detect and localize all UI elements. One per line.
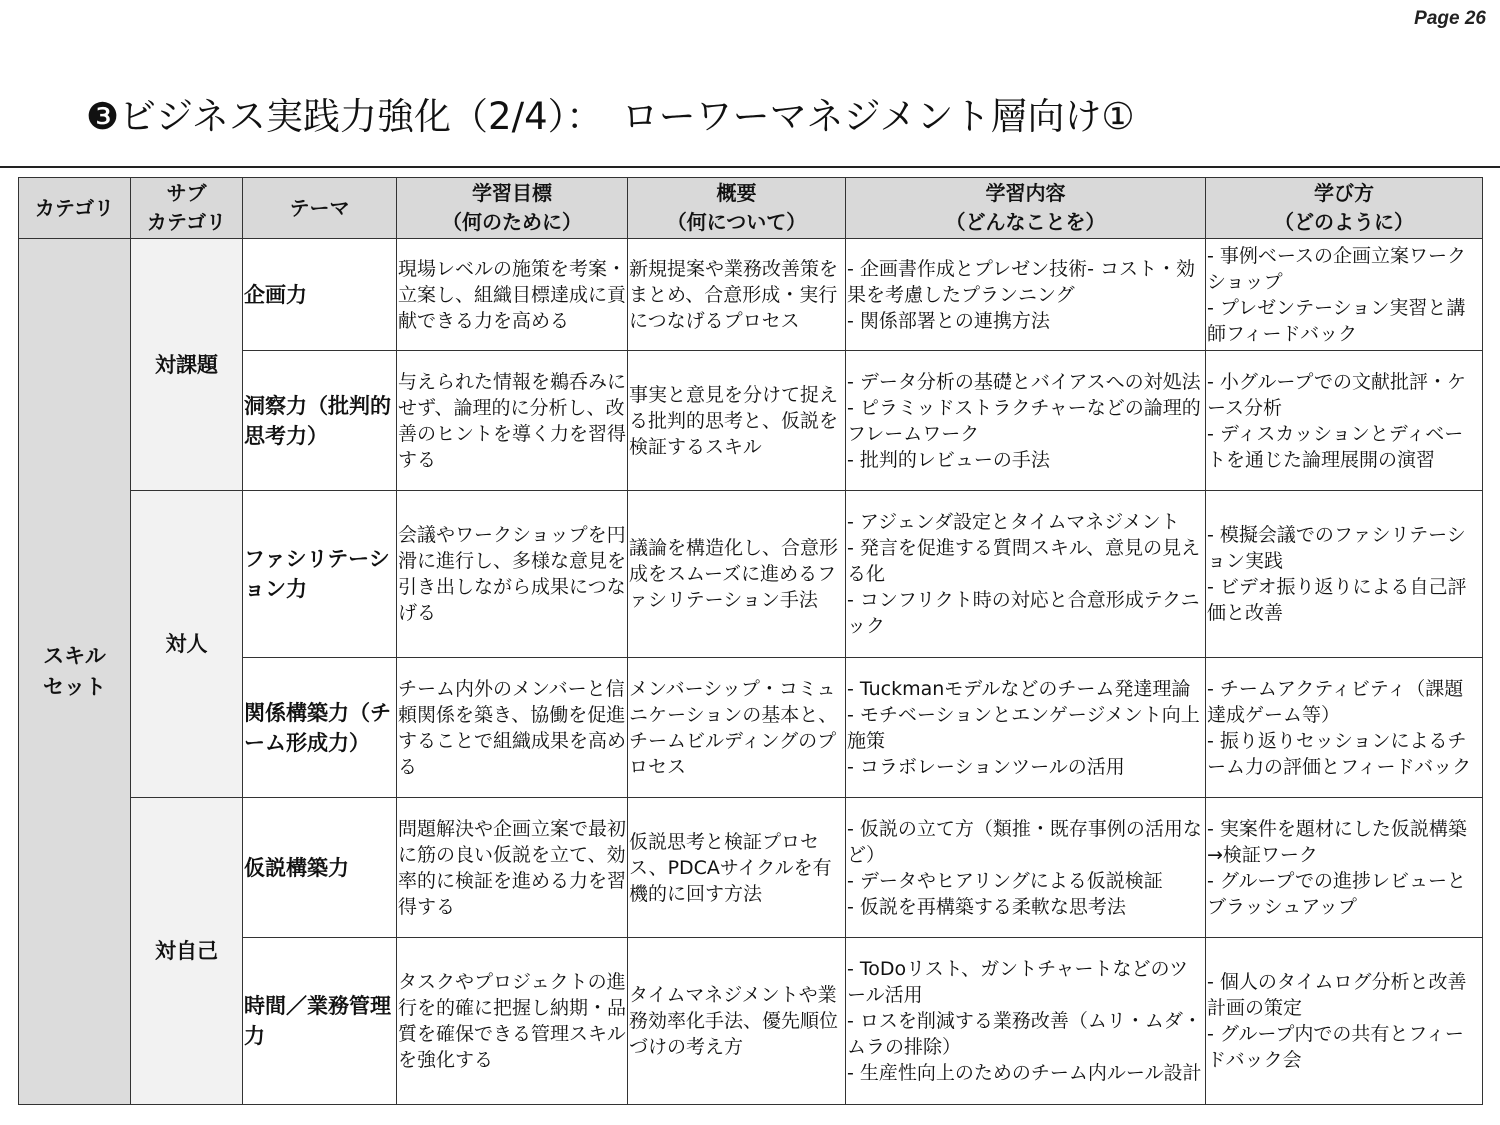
method-cell: - 個人のタイムログ分析と改善計画の策定 - グループ内での共有とフィードバック会 bbox=[1206, 938, 1483, 1105]
table-header-row bbox=[19, 178, 1483, 239]
category-cell: スキル セット bbox=[19, 239, 131, 1105]
header-goal: 学習目標 （何のために） bbox=[397, 178, 628, 239]
table-row bbox=[19, 798, 1483, 938]
goal-cell: 問題解決や企画立案で最初に筋の良い仮説を立て、効率的に検証を進める力を習得する bbox=[397, 798, 628, 938]
theme-cell: ファシリテーション力 bbox=[243, 491, 397, 658]
method-cell: - チームアクティビティ（課題達成ゲーム等） - 振り返りセッションによるチーム力の評価とフィードバック bbox=[1206, 658, 1483, 798]
theme-cell: 時間／業務管理力 bbox=[243, 938, 397, 1105]
curriculum-table bbox=[18, 177, 1483, 1105]
header-overview: 概要 （何について） bbox=[628, 178, 846, 239]
overview-cell: 仮説思考と検証プロセス、PDCAサイクルを有機的に回す方法 bbox=[628, 798, 846, 938]
theme-cell: 仮説構築力 bbox=[243, 798, 397, 938]
content-cell: - 仮説の立て方（類推・既存事例の活用など） - データやヒアリングによる仮説検証 - 仮説を再構築する柔軟な思考法 bbox=[846, 798, 1206, 938]
header-content: 学習内容 （どんなことを） bbox=[846, 178, 1206, 239]
table-row bbox=[19, 491, 1483, 658]
goal-cell: タスクやプロジェクトの進行を的確に把握し納期・品質を確保できる管理スキルを強化する bbox=[397, 938, 628, 1105]
subcategory-cell: 対自己 bbox=[131, 798, 243, 1105]
content-cell: - データ分析の基礎とバイアスへの対処法 - ピラミッドストラクチャーなどの論理的フレームワーク - 批判的レビューの手法 bbox=[846, 351, 1206, 491]
goal-cell: 与えられた情報を鵜呑みにせず、論理的に分析し、改善のヒントを導く力を習得する bbox=[397, 351, 628, 491]
goal-cell: 現場レベルの施策を考案・立案し、組織目標達成に貢献できる力を高める bbox=[397, 239, 628, 351]
page-title: ❸ビジネス実践力強化（2/4）： ローワーマネジメント層向け① bbox=[86, 95, 1135, 138]
method-cell: - 模擬会議でのファシリテーション実践 - ビデオ振り返りによる自己評価と改善 bbox=[1206, 491, 1483, 658]
method-cell: - 実案件を題材にした仮説構築→検証ワーク - グループでの進捗レビューとブラッシュアップ bbox=[1206, 798, 1483, 938]
overview-cell: タイムマネジメントや業務効率化手法、優先順位づけの考え方 bbox=[628, 938, 846, 1105]
theme-cell: 企画力 bbox=[243, 239, 397, 351]
title-divider bbox=[0, 166, 1500, 168]
page-number: Page 26 bbox=[1414, 8, 1486, 29]
goal-cell: チーム内外のメンバーと信頼関係を築き、協働を促進することで組織成果を高める bbox=[397, 658, 628, 798]
method-cell: - 事例ベースの企画立案ワークショップ - プレゼンテーション実習と講師フィードバック bbox=[1206, 239, 1483, 351]
table-row bbox=[19, 239, 1483, 351]
content-cell: - ToDoリスト、ガントチャートなどのツール活用 - ロスを削減する業務改善（ムリ・ムダ・ムラの排除） - 生産性向上のためのチーム内ルール設計 bbox=[846, 938, 1206, 1105]
overview-cell: 事実と意見を分けて捉える批判的思考と、仮説を検証するスキル bbox=[628, 351, 846, 491]
header-category: カテゴリ bbox=[19, 178, 131, 239]
theme-cell: 洞察力（批判的思考力） bbox=[243, 351, 397, 491]
header-subcategory: サブ カテゴリ bbox=[131, 178, 243, 239]
subcategory-cell: 対課題 bbox=[131, 239, 243, 491]
header-method: 学び方 （どのように） bbox=[1206, 178, 1483, 239]
content-cell: - 企画書作成とプレゼン技術- コスト・効果を考慮したプランニング - 関係部署との連携方法 bbox=[846, 239, 1206, 351]
content-cell: - アジェンダ設定とタイムマネジメント - 発言を促進する質問スキル、意見の見える化 - コンフリクト時の対応と合意形成テクニック bbox=[846, 491, 1206, 658]
overview-cell: メンバーシップ・コミュニケーションの基本と、チームビルディングのプロセス bbox=[628, 658, 846, 798]
theme-cell: 関係構築力（チーム形成力） bbox=[243, 658, 397, 798]
subcategory-cell: 対人 bbox=[131, 491, 243, 798]
header-theme: テーマ bbox=[243, 178, 397, 239]
overview-cell: 議論を構造化し、合意形成をスムーズに進めるファシリテーション手法 bbox=[628, 491, 846, 658]
overview-cell: 新規提案や業務改善策をまとめ、合意形成・実行につなげるプロセス bbox=[628, 239, 846, 351]
method-cell: - 小グループでの文献批評・ケース分析 - ディスカッションとディベートを通じた論理展開の演習 bbox=[1206, 351, 1483, 491]
content-cell: - Tuckmanモデルなどのチーム発達理論 - モチベーションとエンゲージメント向上施策 - コラボレーションツールの活用 bbox=[846, 658, 1206, 798]
goal-cell: 会議やワークショップを円滑に進行し、多様な意見を引き出しながら成果につなげる bbox=[397, 491, 628, 658]
